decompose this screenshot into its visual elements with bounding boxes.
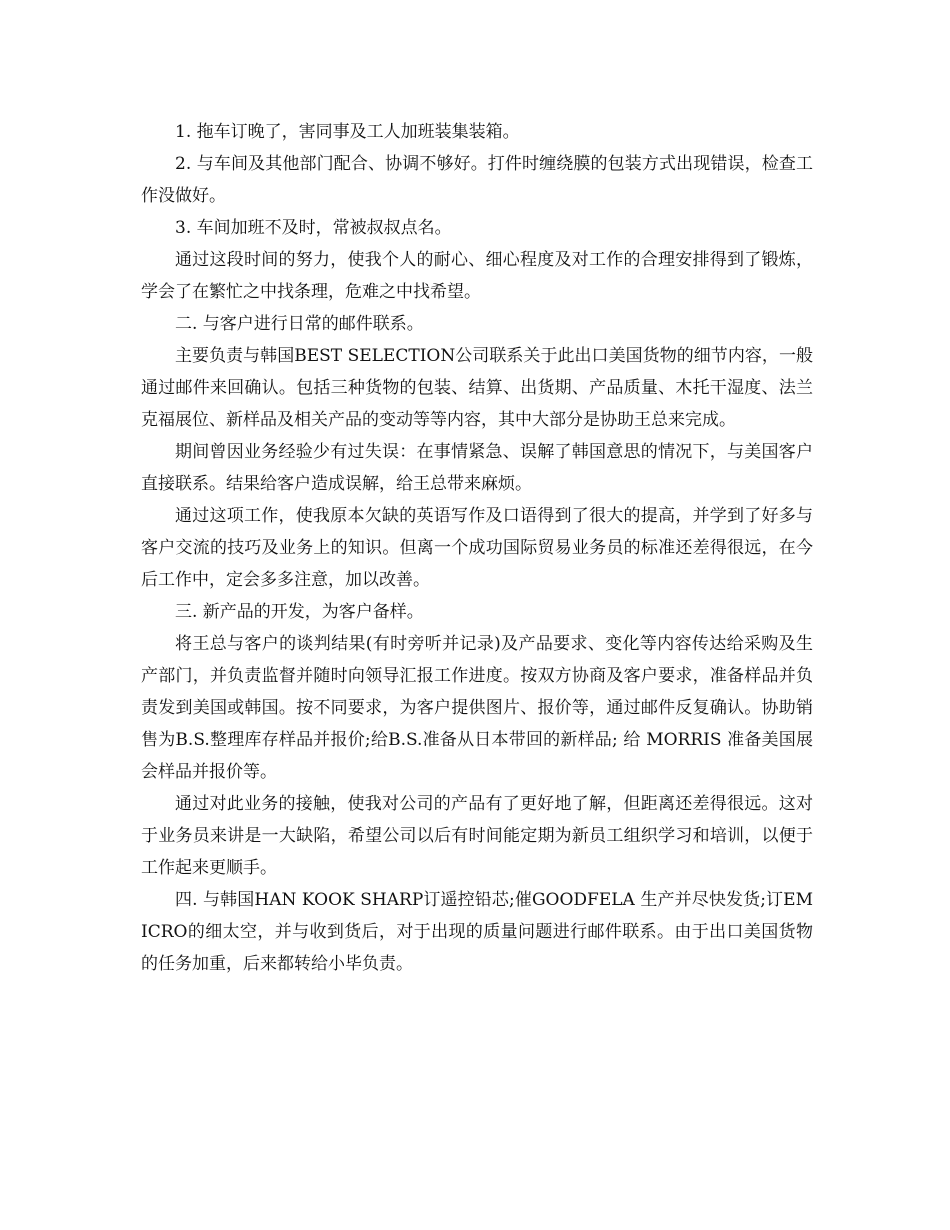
section-heading-2: 二. 与客户进行日常的邮件联系。 [175,314,424,334]
body-paragraph-samples: 将王总与客户的谈判结果(有时旁听并记录)及产品要求、变化等内容传达给采购及生产部门，并负责监督并随时向领导汇报工作进度。按双方协商及客户要求，准备样品并负责发到美国或韩国。按不同要求，为客户提供图片、报价等，通过邮件反复确认。协助销售为B.S.整理库存样品并报价;给B.S.准备从日本带回的新样品; 给 MORRIS 准备美国展会样品并报价等。 [141,634,813,782]
body-paragraph-email-contact: 主要负责与韩国BEST SELECTION公司联系关于此出口美国货物的细节内容，一般通过邮件来回确认。包括三种货物的包装、结算、出货期、产品质量、木托干湿度、法兰克福展位、新样品及相关产品的变动等等内容，其中大部分是协助王总来完成。 [141,346,813,430]
summary-paragraph-1: 通过这段时间的努力，使我个人的耐心、细心程度及对工作的合理安排得到了锻炼，学会了在繁忙之中找条理，危难之中找希望。 [141,250,813,302]
summary-paragraph-2: 通过这项工作，使我原本欠缺的英语写作及口语得到了很大的提高，并学到了好多与客户交流的技巧及业务上的知识。但离一个成功国际贸易业务员的标准还差得很远，在今后工作中，定会多多注意，加以改善。 [141,506,813,590]
document-body [141,116,813,980]
list-item-2: 2. 与车间及其他部门配合、协调不够好。打件时缠绕膜的包装方式出现错误，检查工作没做好。 [141,154,813,206]
list-item-3: 3. 车间加班不及时，常被叔叔点名。 [175,218,452,238]
summary-paragraph-3: 通过对此业务的接触，使我对公司的产品有了更好地了解，但距离还差得很远。这对于业务员来讲是一大缺陷，希望公司以后有时间能定期为新员工组织学习和培训，以便于工作起来更顺手。 [141,794,813,878]
list-item-1: 1. 拖车订晚了，害同事及工人加班装集装箱。 [175,122,520,142]
section-heading-3: 三. 新产品的开发，为客户备样。 [175,602,424,622]
section-heading-4: 四. 与韩国HAN KOOK SHARP订遥控铅芯;催GOODFELA 生产并尽快发货;订EMICRO的细太空，并与收到货后，对于出现的质量问题进行邮件联系。由于出口美国货物的任务加重，后来都转给小毕负责。 [141,890,813,974]
body-paragraph-mistake: 期间曾因业务经验少有过失误：在事情紧急、误解了韩国意思的情况下，与美国客户直接联系。结果给客户造成误解，给王总带来麻烦。 [141,442,813,494]
